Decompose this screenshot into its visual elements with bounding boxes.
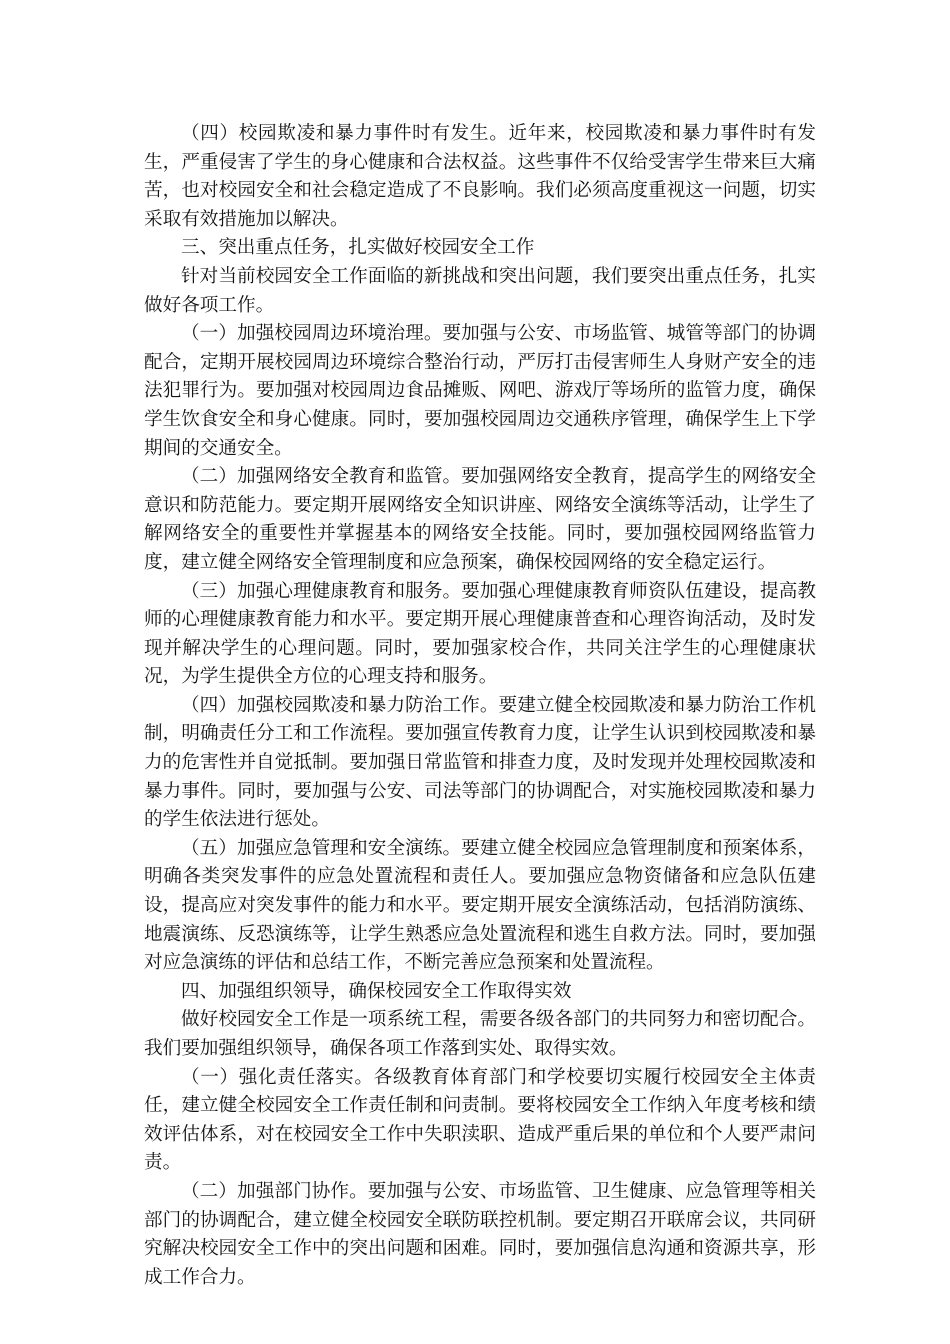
paragraph-bullying-prevention: （四）加强校园欺凌和暴力防治工作。要建立健全校园欺凌和暴力防治工作机制，明确责任分工和工作流程。要加强宣传教育力度，让学生认识到校园欺凌和暴力的危害性并自觉抵制。要加强日常监管和排查力度，及时发现并处理校园欺凌和暴力事件。同时，要加强与公安、司法等部门的协调配合，对实施校园欺凌和暴力的学生依法进行惩处。 [144,694,816,831]
paragraph-network-security: （二）加强网络安全教育和监管。要加强网络安全教育，提高学生的网络安全意识和防范能力。要定期开展网络安全知识讲座、网络安全演练等活动，让学生了解网络安全的重要性并掌握基本的网络安全技能。同时，要加强校园网络监管力度，建立健全网络安全管理制度和应急预案，确保校园网络的安全稳定运行。 [144,466,816,573]
section-heading-3: 三、突出重点任务，扎实做好校园安全工作 [181,237,535,259]
paragraph-emergency-drills: （五）加强应急管理和安全演练。要建立健全校园应急管理制度和预案体系，明确各类突发事件的应急处置流程和责任人。要加强应急物资储备和应急队伍建设，提高应对突发事件的能力和水平。要定期开展安全演练活动，包括消防演练、地震演练、反恐演练等，让学生熟悉应急处置流程和逃生自救方法。同时，要加强对应急演练的评估和总结工作，不断完善应急预案和处置流程。 [144,837,816,974]
paragraph-bullying-issue: （四）校园欺凌和暴力事件时有发生。近年来，校园欺凌和暴力事件时有发生，严重侵害了学生的身心健康和合法权益。这些事件不仅给受害学生带来巨大痛苦，也对校园安全和社会稳定造成了不良影响。我们必须高度重视这一问题，切实采取有效措施加以解决。 [144,123,816,230]
paragraph-department-cooperation: （二）加强部门协作。要加强与公安、市场监管、卫生健康、应急管理等相关部门的协调配合，建立健全校园安全联防联控机制。要定期召开联席会议，共同研究解决校园安全工作中的突出问题和困难。同时，要加强信息沟通和资源共享，形成工作合力。 [144,1180,816,1288]
section-heading-4: 四、加强组织领导，确保校园安全工作取得实效 [181,980,572,1002]
paragraph-section-3-intro: 针对当前校园安全工作面临的新挑战和突出问题，我们要突出重点任务，扎实做好各项工作。 [144,265,816,316]
document-page [144,120,816,1292]
paragraph-section-4-intro: 做好校园安全工作是一项系统工程，需要各级各部门的共同努力和密切配合。我们要加强组织领导，确保各项工作落到实处、取得实效。 [144,1009,816,1059]
paragraph-responsibility: （一）强化责任落实。各级教育体育部门和学校要切实履行校园安全主体责任，建立健全校园安全工作责任制和问责制。要将校园安全工作纳入年度考核和绩效评估体系，对在校园安全工作中失职渎职、造成严重后果的单位和个人要严肃问责。 [144,1066,816,1174]
paragraph-mental-health: （三）加强心理健康教育和服务。要加强心理健康教育师资队伍建设，提高教师的心理健康教育能力和水平。要定期开展心理健康普查和心理咨询活动，及时发现并解决学生的心理问题。同时，要加强家校合作，共同关注学生的心理健康状况，为学生提供全方位的心理支持和服务。 [144,580,816,688]
paragraph-surroundings-governance: （一）加强校园周边环境治理。要加强与公安、市场监管、城管等部门的协调配合，定期开展校园周边环境综合整治行动，严厉打击侵害师生人身财产安全的违法犯罪行为。要加强对校园周边食品摊贩、网吧、游戏厅等场所的监管力度，确保学生饮食安全和身心健康。同时，要加强校园周边交通秩序管理，确保学生上下学期间的交通安全。 [144,323,816,459]
